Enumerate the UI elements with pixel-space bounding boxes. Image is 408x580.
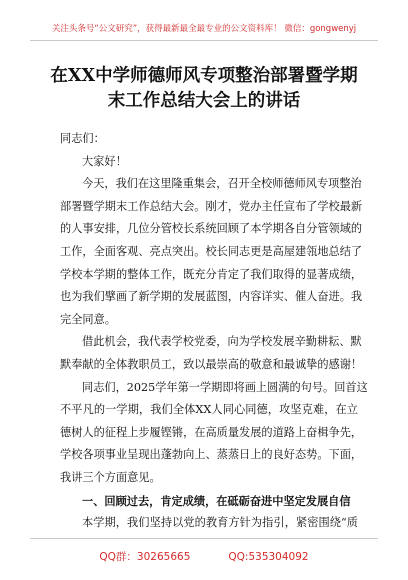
qq-group-number: QQ群：30265665: [99, 551, 191, 563]
paragraph-line: 部署暨学期末工作总结大会。刚才，党办主任宣布了学校最新: [60, 199, 363, 213]
paragraph-line: 我讲三个方面意见。: [60, 470, 161, 484]
document-title: [0, 64, 408, 114]
paragraph-line: 德树人的征程上步履铿锵，在高质量发展的道路上奋楫争先，: [60, 425, 363, 439]
paragraph-line: 也为我们擘画了新学期的发展蓝图，内容详实、催人奋进。我: [60, 290, 363, 304]
footer-contact: [0, 549, 408, 564]
paragraph-line: 本学期，我们坚持以党的教育方针为指引，紧密围绕“质: [82, 516, 358, 530]
header-promo-note: 关注头条号“公文研究”，获得最新最全最专业的公文资料库！ 微信：gongwenyj: [51, 24, 357, 34]
greeting: 大家好！: [82, 154, 127, 168]
paragraph-line: 学校各项事业呈现出蓬勃向上、蒸蒸日上的良好态势。下面，: [60, 448, 363, 462]
paragraph-line: 今天，我们在这里隆重集会，召开全校师德师风专项整治: [82, 177, 362, 191]
document-body: [60, 128, 368, 535]
paragraph-line: 的人事安排，几位分管校长系统回顾了本学期各自分管领域的: [60, 222, 363, 236]
paragraph-line: 完全同意。: [60, 312, 116, 326]
qq-number: QQ:535304092: [228, 551, 309, 563]
paragraph-line: 同志们，2025学年第一学期即将画上圆满的句号。回首这: [82, 380, 368, 394]
paragraph-line: 借此机会，我代表学校党委，向为学校发展辛勤耕耘、默: [82, 335, 362, 349]
footer-divider: [30, 538, 378, 539]
title-line-1: 在XX中学师德师风专项整治部署暨学期: [50, 66, 358, 86]
title-line-2: 末工作总结大会上的讲话: [107, 91, 301, 111]
salutation: 同志们：: [60, 132, 105, 145]
section-heading: 一、回顾过去，肯定成绩，在砥砺奋进中坚定发展自信: [82, 493, 351, 508]
paragraph-line: 工作，全面客观、亮点突出。校长同志更是高屋建瓴地总结了: [60, 244, 363, 258]
paragraph-line: 不平凡的一学期，我们全体XX人同心同德，攻坚克难，在立: [60, 403, 358, 417]
paragraph-line: 学校本学期的整体工作，既充分肯定了我们取得的显著成绩，: [60, 267, 363, 281]
header-divider: [30, 40, 378, 41]
paragraph-line: 默奉献的全体教职员工，致以最崇高的敬意和最诚挚的感谢！: [60, 357, 363, 371]
